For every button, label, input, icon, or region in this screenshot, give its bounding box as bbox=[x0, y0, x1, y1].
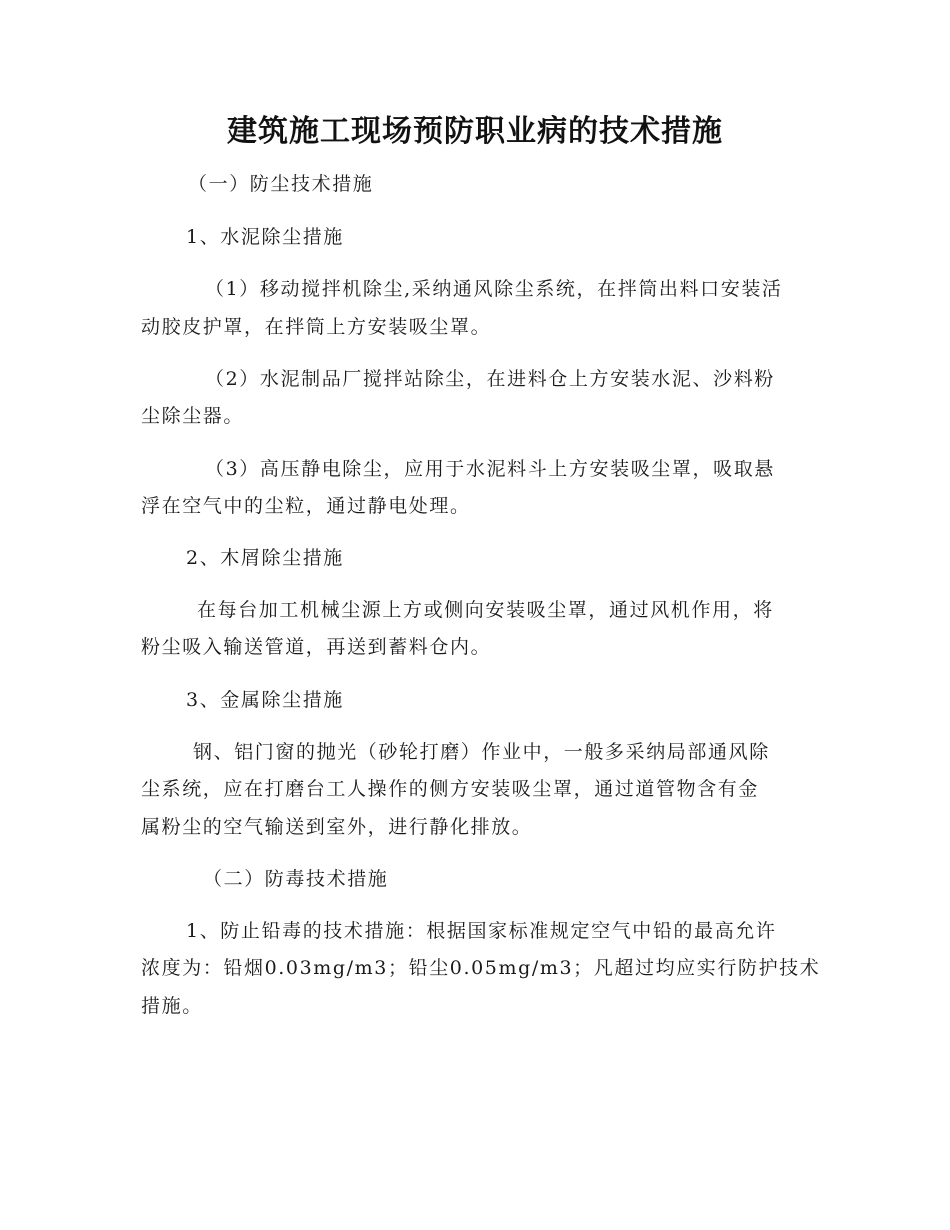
subsection-heading-metal: 3、金属除尘措施 bbox=[186, 689, 344, 711]
paragraph-line: 尘除尘器。 bbox=[141, 405, 245, 427]
page-title: 建筑施工现场预防职业病的技术措施 bbox=[227, 114, 723, 149]
subsection-heading-cement: 1、水泥除尘措施 bbox=[186, 226, 344, 248]
subsection-heading-wood: 2、木屑除尘措施 bbox=[186, 547, 344, 569]
section-heading-poison-prevention: （二）防毒技术措施 bbox=[203, 868, 389, 890]
paragraph-line: 浮在空气中的尘粒，通过静电处理。 bbox=[141, 495, 471, 517]
paragraph-line: 措施。 bbox=[141, 995, 203, 1017]
paragraph-line: （3）高压静电除尘，应用于水泥料斗上方安装吸尘罩，吸取悬 bbox=[205, 458, 775, 480]
paragraph-line: 粉尘吸入输送管道，再送到蓄料仓内。 bbox=[141, 636, 492, 658]
paragraph-line: 在每台加工机械尘源上方或侧向安装吸尘罩，通过风机作用，将 bbox=[197, 599, 774, 621]
paragraph-line: 尘系统，应在打磨台工人操作的侧方安装吸尘罩，通过道管物含有金 bbox=[141, 778, 760, 800]
paragraph-line: 动胶皮护罩，在拌筒上方安装吸尘罩。 bbox=[141, 316, 492, 338]
section-heading-dust-prevention: （一）防尘技术措施 bbox=[188, 173, 374, 195]
paragraph-line: 浓度为：铅烟0.03mg/m3；铅尘0.05mg/m3；凡超过均应实行防护技术 bbox=[141, 957, 821, 979]
paragraph-line: （2）水泥制品厂搅拌站除尘，在进料仓上方安装水泥、沙料粉 bbox=[205, 368, 775, 390]
paragraph-line: 1、防止铅毒的技术措施：根据国家标准规定空气中铅的最高允许 bbox=[186, 920, 777, 942]
paragraph-line: 属粉尘的空气输送到室外，进行静化排放。 bbox=[141, 816, 533, 838]
paragraph-line: 钢、铝门窗的抛光（砂轮打磨）作业中，一般多采纳局部通风除 bbox=[193, 741, 770, 763]
paragraph-line: （1）移动搅拌机除尘,采纳通风除尘系统，在拌筒出料口安装活 bbox=[205, 278, 783, 300]
